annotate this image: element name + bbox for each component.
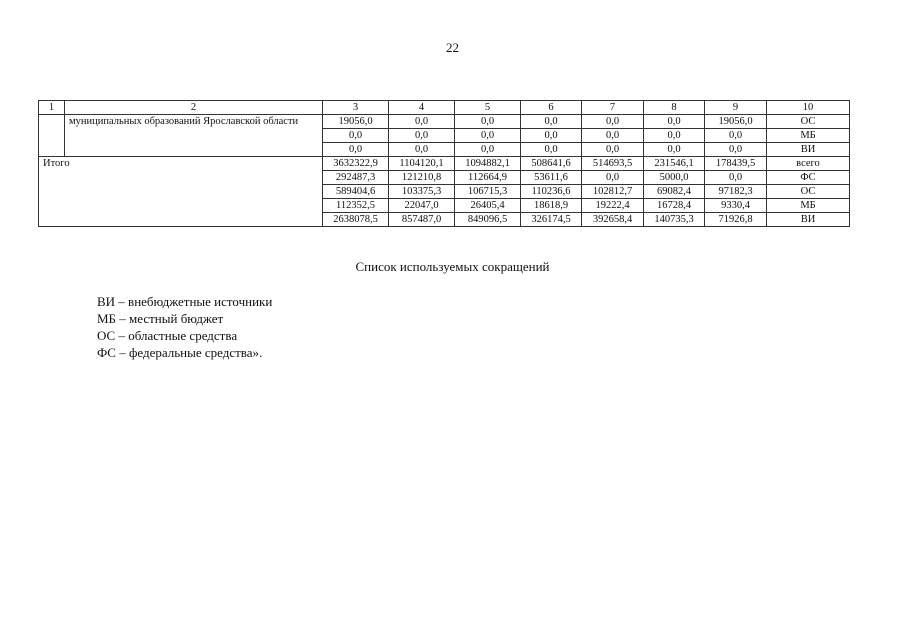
source-cell: МБ [767, 129, 850, 143]
abbreviation-item: ОС – областные средства [97, 328, 238, 343]
header-cell: 4 [389, 101, 455, 115]
value-cell: 0,0 [644, 115, 705, 129]
value-cell: 326174,5 [521, 213, 582, 227]
value-cell: 0,0 [389, 129, 455, 143]
value-cell: 112664,9 [455, 171, 521, 185]
value-cell: 0,0 [455, 129, 521, 143]
budget-table [38, 100, 850, 227]
value-cell: 0,0 [582, 171, 644, 185]
abbreviation-item: ВИ – внебюджетные источники [97, 294, 273, 309]
row-name-cell: муниципальных образований Ярославской области [65, 115, 323, 157]
value-cell: 0,0 [705, 171, 767, 185]
value-cell: 19222,4 [582, 199, 644, 213]
value-cell: 0,0 [521, 129, 582, 143]
source-cell: ВИ [767, 143, 850, 157]
value-cell: 103375,3 [389, 185, 455, 199]
abbreviations-title: Список используемых сокращений [355, 259, 550, 274]
value-cell: 857487,0 [389, 213, 455, 227]
value-cell: 106715,3 [455, 185, 521, 199]
source-cell: МБ [767, 199, 850, 213]
row-number-cell [39, 115, 65, 157]
header-cell: 3 [323, 101, 389, 115]
value-cell: 1094882,1 [455, 157, 521, 171]
header-cell: 5 [455, 101, 521, 115]
header-cell: 1 [39, 101, 65, 115]
value-cell: 0,0 [582, 115, 644, 129]
value-cell: 121210,8 [389, 171, 455, 185]
value-cell: 0,0 [705, 129, 767, 143]
value-cell: 9330,4 [705, 199, 767, 213]
value-cell: 0,0 [323, 143, 389, 157]
header-cell: 9 [705, 101, 767, 115]
value-cell: 5000,0 [644, 171, 705, 185]
header-cell: 6 [521, 101, 582, 115]
value-cell: 0,0 [705, 143, 767, 157]
value-cell: 849096,5 [455, 213, 521, 227]
value-cell: 292487,3 [323, 171, 389, 185]
table-header-row [39, 101, 850, 115]
value-cell: 0,0 [582, 143, 644, 157]
value-cell: 0,0 [389, 115, 455, 129]
value-cell: 0,0 [455, 143, 521, 157]
value-cell: 231546,1 [644, 157, 705, 171]
value-cell: 0,0 [521, 115, 582, 129]
value-cell: 589404,6 [323, 185, 389, 199]
header-cell: 10 [767, 101, 850, 115]
value-cell: 26405,4 [455, 199, 521, 213]
value-cell: 514693,5 [582, 157, 644, 171]
value-cell: 0,0 [521, 143, 582, 157]
table-row [39, 115, 850, 129]
header-cell: 7 [582, 101, 644, 115]
source-cell: ФС [767, 171, 850, 185]
value-cell: 140735,3 [644, 213, 705, 227]
value-cell: 0,0 [389, 143, 455, 157]
value-cell: 0,0 [644, 143, 705, 157]
value-cell: 0,0 [582, 129, 644, 143]
value-cell: 392658,4 [582, 213, 644, 227]
source-cell: ВИ [767, 213, 850, 227]
value-cell: 97182,3 [705, 185, 767, 199]
value-cell: 1104120,1 [389, 157, 455, 171]
header-cell: 2 [65, 101, 323, 115]
value-cell: 71926,8 [705, 213, 767, 227]
table-row [39, 157, 850, 171]
header-cell: 8 [644, 101, 705, 115]
page-number: 22 [446, 40, 459, 55]
value-cell: 508641,6 [521, 157, 582, 171]
value-cell: 2638078,5 [323, 213, 389, 227]
value-cell: 69082,4 [644, 185, 705, 199]
value-cell: 22047,0 [389, 199, 455, 213]
source-cell: ОС [767, 115, 850, 129]
value-cell: 16728,4 [644, 199, 705, 213]
value-cell: 0,0 [644, 129, 705, 143]
source-cell: всего [767, 157, 850, 171]
abbreviations-list [97, 293, 272, 361]
value-cell: 18618,9 [521, 199, 582, 213]
value-cell: 19056,0 [705, 115, 767, 129]
source-cell: ОС [767, 185, 850, 199]
value-cell: 19056,0 [323, 115, 389, 129]
value-cell: 3632322,9 [323, 157, 389, 171]
total-label-cell: Итого [39, 157, 323, 227]
value-cell: 110236,6 [521, 185, 582, 199]
value-cell: 0,0 [323, 129, 389, 143]
abbreviation-item: ФС – федеральные средства». [97, 345, 263, 360]
value-cell: 102812,7 [582, 185, 644, 199]
abbreviation-item: МБ – местный бюджет [97, 311, 224, 326]
value-cell: 178439,5 [705, 157, 767, 171]
value-cell: 53611,6 [521, 171, 582, 185]
value-cell: 112352,5 [323, 199, 389, 213]
value-cell: 0,0 [455, 115, 521, 129]
